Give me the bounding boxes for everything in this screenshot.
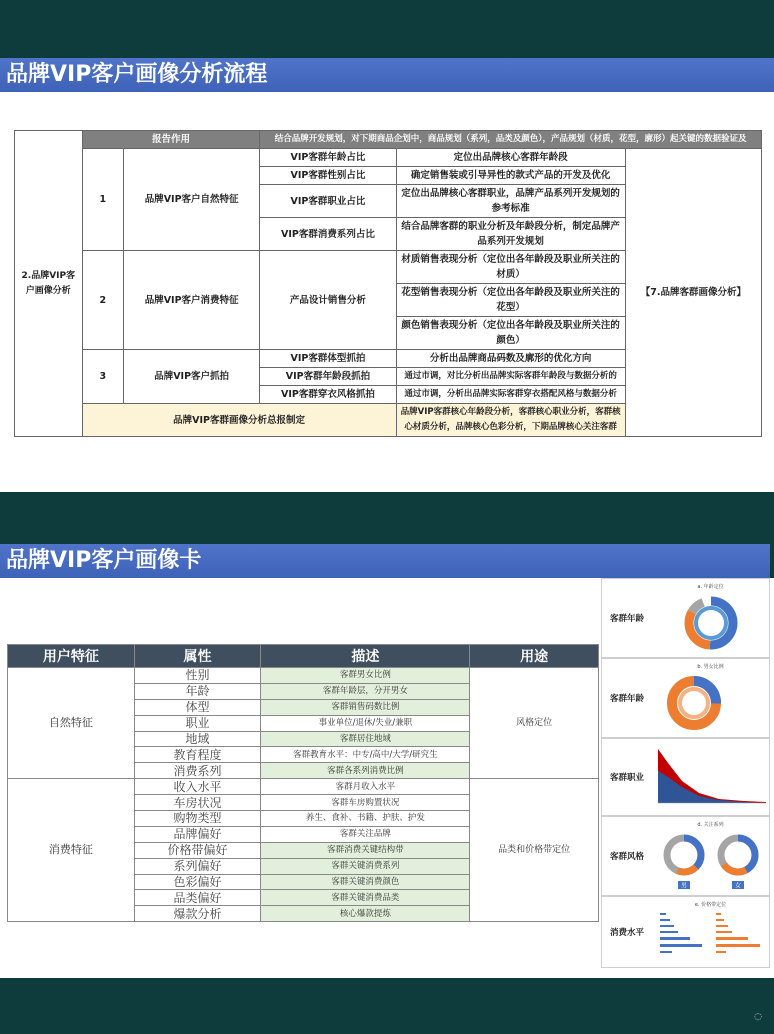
feature-consume: 消费特征 — [8, 779, 135, 922]
group-num: 3 — [82, 350, 123, 404]
style-donut-chart — [654, 819, 769, 895]
col-header: 用户特征 — [8, 645, 135, 668]
style-sub-label-male: 男 — [680, 882, 688, 890]
analysis-flow-table — [14, 130, 762, 437]
group-item: VIP客群性别占比 — [260, 167, 396, 185]
group-desc: 定位出品牌核心客群职业，品牌产品系列开发规划的参考标准 — [396, 185, 625, 218]
desc-cell: 客群月收入水平 — [261, 779, 470, 795]
attr-cell: 爆款分析 — [134, 906, 261, 922]
side-label: 消费水平 — [609, 928, 644, 938]
summary-desc: 品牌VIP客群核心年龄段分析，客群核心职业分析，客群核心材质分析，品牌核心色彩分析，下期品牌核心关注客群 — [396, 404, 625, 437]
occupation-area-chart — [654, 741, 769, 815]
group-desc: 花型销售表现分析（定位出各年龄段及职业所关注的花型） — [396, 284, 625, 317]
desc-cell: 核心爆款提炼 — [261, 906, 470, 922]
side-panel-gender — [601, 658, 770, 738]
attr-cell: 购物类型 — [134, 811, 261, 827]
side-panel-occupation — [601, 738, 770, 816]
desc-cell: 客群销售码数比例 — [261, 699, 470, 715]
profile-card-table — [7, 644, 599, 922]
use-consume: 品类和价格带定位 — [470, 779, 599, 922]
age-donut-chart — [654, 581, 769, 657]
section1-title: 品牌VIP客户画像分析流程 — [0, 58, 774, 92]
header-left: 报告作用 — [82, 131, 260, 149]
style-donut-thumb — [654, 819, 767, 893]
group-desc: 颜色销售表现分析（定位出各年龄段及职业所关注的颜色） — [396, 317, 625, 350]
side-panel-style — [601, 816, 770, 896]
desc-cell: 客群车房购置状况 — [261, 795, 470, 811]
side-label: 客群年龄 — [609, 694, 644, 704]
gender-donut-chart — [654, 661, 769, 737]
side-panel-age — [601, 578, 770, 658]
col-header: 描述 — [261, 645, 470, 668]
attr-cell: 职业 — [134, 715, 261, 731]
summary-label: 品牌VIP客群画像分析总报制定 — [82, 404, 396, 437]
group-desc: 通过市调，分析出品牌实际客群穿衣搭配风格与数据分析 — [396, 386, 625, 404]
age-donut-thumb — [654, 581, 767, 655]
thumb-caption: e. 价格带定位 — [694, 902, 727, 908]
attr-cell: 车房状况 — [134, 795, 261, 811]
side-thumbnails — [601, 578, 770, 968]
col-header: 属性 — [134, 645, 261, 668]
desc-cell: 客群年龄层，分开男女 — [261, 683, 470, 699]
group-desc: 结合品牌客群的职业分析及年龄段分析，制定品牌产品系列开发规划 — [396, 218, 625, 251]
desc-cell: 客群关键消费系列 — [261, 858, 470, 874]
attr-cell: 价格带偏好 — [134, 842, 261, 858]
gender-donut-thumb — [654, 661, 767, 735]
attr-cell: 色彩偏好 — [134, 874, 261, 890]
attr-cell: 品类偏好 — [134, 890, 261, 906]
group-desc: 通过市调，对比分析出品牌实际客群年龄段与数据分析的 — [396, 368, 625, 386]
group-item: VIP客群穿衣风格抓拍 — [260, 386, 396, 404]
section2-title: 品牌VIP客户画像卡 — [0, 544, 770, 578]
group-num: 2 — [82, 251, 123, 350]
attr-cell: 年龄 — [134, 683, 261, 699]
style-sub-label-female: 女 — [734, 882, 742, 890]
right-label: 【7.品牌客群画像分析】 — [625, 149, 761, 437]
desc-cell: 客群居住地域 — [261, 731, 470, 747]
group-item: VIP客群消费系列占比 — [260, 218, 396, 251]
group-item: VIP客群年龄段抓拍 — [260, 368, 396, 386]
desc-cell: 客群教育水平：中专/高中/大学/研究生 — [261, 747, 470, 763]
desc-cell: 养生、食补、书籍、护肤、护发 — [261, 811, 470, 827]
attr-cell: 品牌偏好 — [134, 826, 261, 842]
side-label: 客群风格 — [609, 852, 644, 862]
desc-cell: 客群各系列消费比例 — [261, 763, 470, 779]
desc-cell: 事业单位/退休/失业/兼职 — [261, 715, 470, 731]
consumption-bar-chart — [654, 899, 769, 967]
group-name: 品牌VIP客户自然特征 — [124, 149, 260, 251]
group-item: VIP客群体型抓拍 — [260, 350, 396, 368]
desc-cell: 客群关键消费颜色 — [261, 874, 470, 890]
desc-cell: 客群关键消费品类 — [261, 890, 470, 906]
group-name: 品牌VIP客户抓拍 — [124, 350, 260, 404]
attr-cell: 性别 — [134, 668, 261, 684]
thumb-caption: b. 男女比例 — [697, 664, 724, 670]
side-panel-consumption — [601, 896, 770, 968]
group-num: 1 — [82, 149, 123, 251]
attr-cell: 体型 — [134, 699, 261, 715]
thumb-caption: a. 年龄定位 — [697, 584, 724, 590]
attr-cell: 系列偏好 — [134, 858, 261, 874]
attr-cell: 地域 — [134, 731, 261, 747]
left-label: 2.品牌VIP客户画像分析 — [15, 131, 83, 437]
occupation-area-thumb — [654, 741, 767, 813]
group-desc: 确定销售装或引导异性的款式产品的开发及优化 — [396, 167, 625, 185]
desc-cell: 客群男女比例 — [261, 668, 470, 684]
attr-cell: 消费系列 — [134, 763, 261, 779]
group-desc: 分析出品牌商品码数及廓形的优化方向 — [396, 350, 625, 368]
use-natural: 风格定位 — [470, 668, 599, 779]
feature-natural: 自然特征 — [8, 668, 135, 779]
consumption-bar-thumb — [654, 899, 767, 965]
group-item: VIP客群职业占比 — [260, 185, 396, 218]
col-header: 用途 — [470, 645, 599, 668]
attr-cell: 收入水平 — [134, 779, 261, 795]
header-right: 结合品牌开发规划，对下期商品企划中，商品规划（系列，品类及颜色），产品规划（材质，花型，廓形）起关键的数据验证及 — [260, 131, 762, 149]
desc-cell: 客群关注品牌 — [261, 826, 470, 842]
watermark-icon: ◌ — [754, 1012, 762, 1022]
group-name: 品牌VIP客户消费特征 — [124, 251, 260, 350]
desc-cell: 客群消费关键结构带 — [261, 842, 470, 858]
attr-cell: 教育程度 — [134, 747, 261, 763]
side-label: 客群年龄 — [609, 614, 644, 624]
side-label: 客群职业 — [609, 773, 644, 783]
thumb-caption: d. 关注系列 — [697, 822, 724, 828]
group-desc: 材质销售表现分析（定位出各年龄段及职业所关注的材质） — [396, 251, 625, 284]
group-item: 产品设计销售分析 — [260, 251, 396, 350]
group-item: VIP客群年龄占比 — [260, 149, 396, 167]
group-desc: 定位出品牌核心客群年龄段 — [396, 149, 625, 167]
